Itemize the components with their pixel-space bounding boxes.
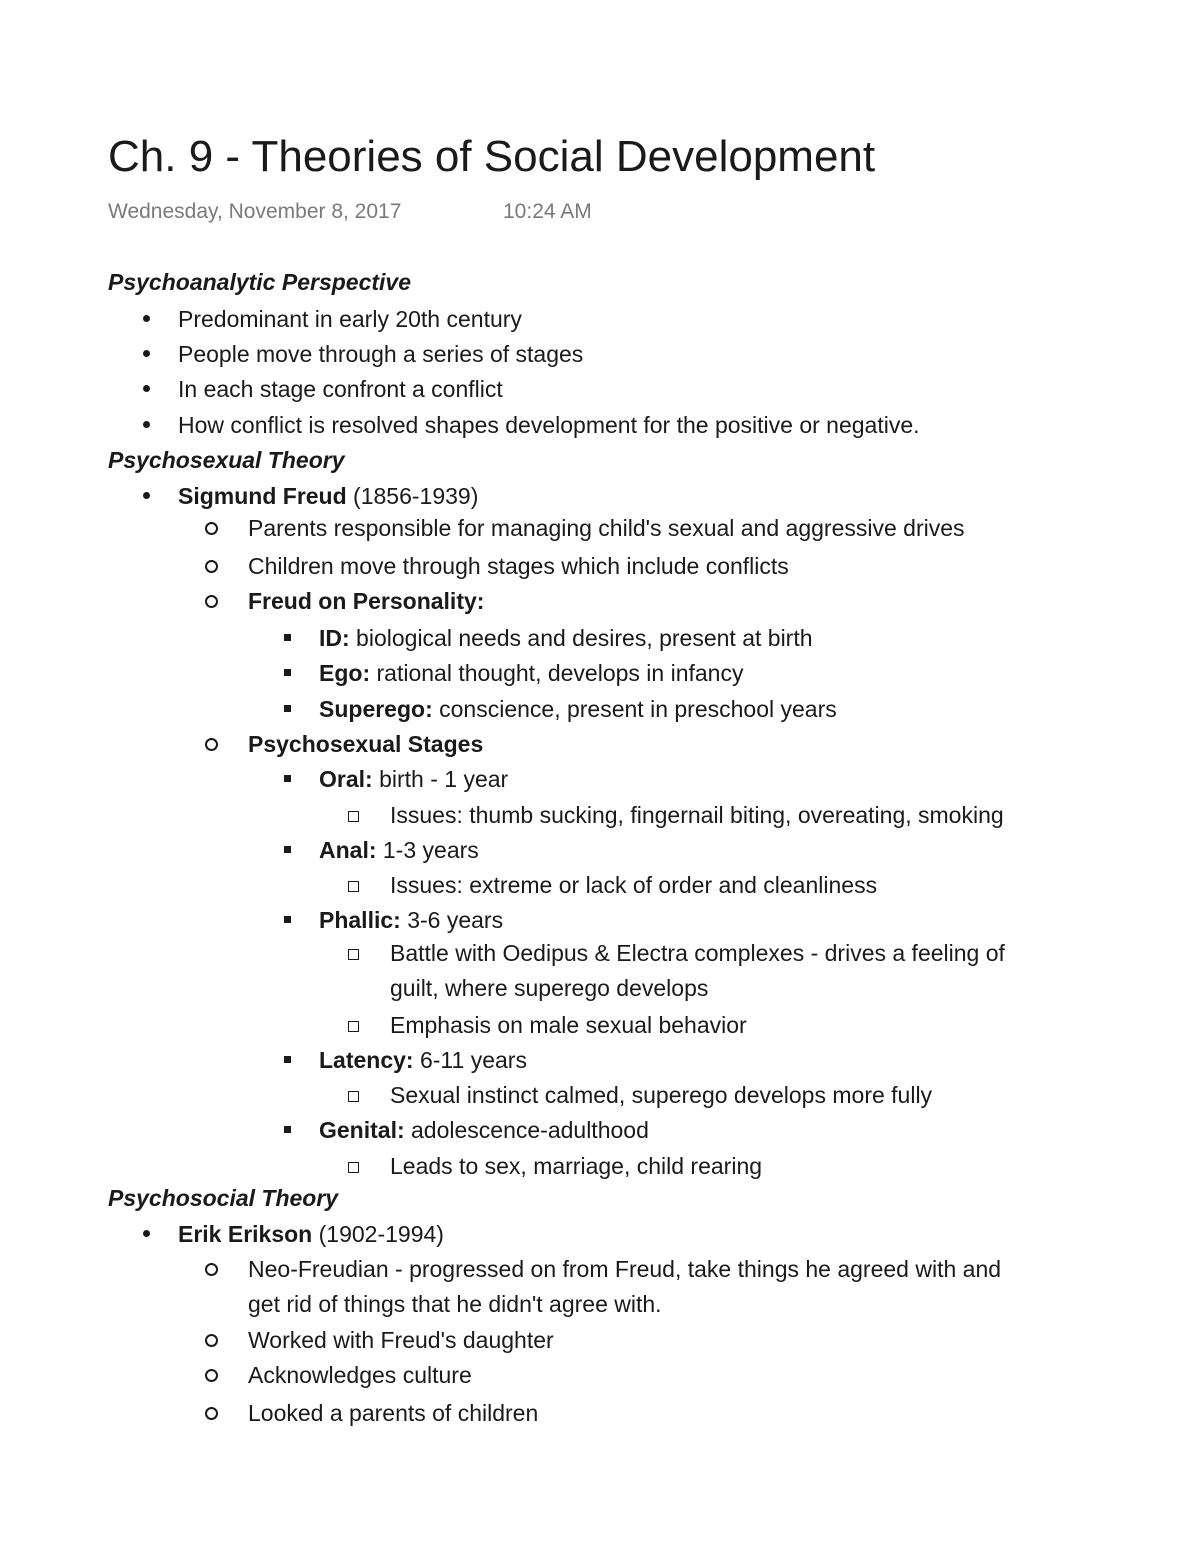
circle-bullet-icon bbox=[205, 1407, 218, 1420]
circle-bullet-icon bbox=[205, 1263, 218, 1276]
bullet-icon bbox=[143, 421, 150, 428]
list-item: Predominant in early 20th century bbox=[178, 304, 522, 334]
square-bullet-icon bbox=[284, 775, 291, 782]
list-item-continuation: get rid of things that he didn't agree with. bbox=[248, 1291, 662, 1317]
list-item-stage: Latency: 6-11 years bbox=[319, 1045, 527, 1075]
bullet-icon bbox=[143, 492, 150, 499]
list-item: Superego: conscience, present in preschool years bbox=[319, 694, 837, 724]
section-heading-psychosocial: Psychosocial Theory bbox=[108, 1185, 339, 1211]
section-heading-psychoanalytic: Psychoanalytic Perspective bbox=[108, 269, 411, 295]
square-bullet-icon bbox=[284, 846, 291, 853]
list-item: People move through a series of stages bbox=[178, 339, 583, 369]
bullet-icon bbox=[143, 315, 150, 322]
list-item: ID: biological needs and desires, present at birth bbox=[319, 623, 813, 653]
circle-bullet-icon bbox=[205, 1369, 218, 1382]
list-item-stages: Psychosexual Stages bbox=[248, 729, 483, 759]
list-item: Battle with Oedipus & Electra complexes - drives a feeling of bbox=[390, 938, 1005, 968]
circle-bullet-icon bbox=[205, 738, 218, 751]
list-item: Acknowledges culture bbox=[248, 1360, 472, 1390]
list-item: Sexual instinct calmed, superego develops more fully bbox=[390, 1080, 932, 1110]
checkbox-bullet-icon bbox=[348, 811, 359, 822]
list-item: Issues: thumb sucking, fingernail biting, overeating, smoking bbox=[390, 800, 1004, 830]
checkbox-bullet-icon bbox=[348, 1091, 359, 1102]
checkbox-bullet-icon bbox=[348, 1021, 359, 1032]
bullet-icon bbox=[143, 385, 150, 392]
square-bullet-icon bbox=[284, 1056, 291, 1063]
circle-bullet-icon bbox=[205, 1334, 218, 1347]
square-bullet-icon bbox=[284, 705, 291, 712]
section-heading-psychosexual: Psychosexual Theory bbox=[108, 447, 345, 473]
list-item: Parents responsible for managing child's sexual and aggressive drives bbox=[248, 513, 965, 543]
list-item: Leads to sex, marriage, child rearing bbox=[390, 1151, 762, 1181]
list-item-erikson: Erik Erikson (1902-1994) bbox=[178, 1219, 444, 1249]
checkbox-bullet-icon bbox=[348, 881, 359, 892]
checkbox-bullet-icon bbox=[348, 1162, 359, 1173]
list-item-stage: Oral: birth - 1 year bbox=[319, 764, 508, 794]
list-item-personality: Freud on Personality: bbox=[248, 586, 484, 616]
page-time: 10:24 AM bbox=[503, 200, 592, 223]
square-bullet-icon bbox=[284, 1126, 291, 1133]
bullet-icon bbox=[143, 350, 150, 357]
list-item-stage: Genital: adolescence-adulthood bbox=[319, 1115, 649, 1145]
list-item-freud: Sigmund Freud (1856-1939) bbox=[178, 481, 478, 511]
list-item: Looked a parents of children bbox=[248, 1398, 538, 1428]
list-item-stage: Anal: 1-3 years bbox=[319, 835, 479, 865]
square-bullet-icon bbox=[284, 669, 291, 676]
list-item: Ego: rational thought, develops in infancy bbox=[319, 658, 743, 688]
square-bullet-icon bbox=[284, 634, 291, 641]
list-item: In each stage confront a conflict bbox=[178, 374, 503, 404]
list-item: Neo-Freudian - progressed on from Freud, take things he agreed with and bbox=[248, 1254, 1001, 1284]
list-item: Worked with Freud's daughter bbox=[248, 1325, 554, 1355]
list-item-continuation: guilt, where superego develops bbox=[390, 975, 709, 1001]
list-item: How conflict is resolved shapes development for the positive or negative. bbox=[178, 410, 920, 440]
page-date: Wednesday, November 8, 2017 bbox=[108, 200, 402, 223]
list-item: Children move through stages which include conflicts bbox=[248, 551, 789, 581]
list-item-stage: Phallic: 3-6 years bbox=[319, 905, 503, 935]
square-bullet-icon bbox=[284, 916, 291, 923]
checkbox-bullet-icon bbox=[348, 949, 359, 960]
bullet-icon bbox=[143, 1230, 150, 1237]
circle-bullet-icon bbox=[205, 560, 218, 573]
circle-bullet-icon bbox=[205, 595, 218, 608]
list-item: Issues: extreme or lack of order and cleanliness bbox=[390, 870, 877, 900]
circle-bullet-icon bbox=[205, 522, 218, 535]
page-title: Ch. 9 - Theories of Social Development bbox=[108, 132, 876, 181]
list-item: Emphasis on male sexual behavior bbox=[390, 1010, 747, 1040]
